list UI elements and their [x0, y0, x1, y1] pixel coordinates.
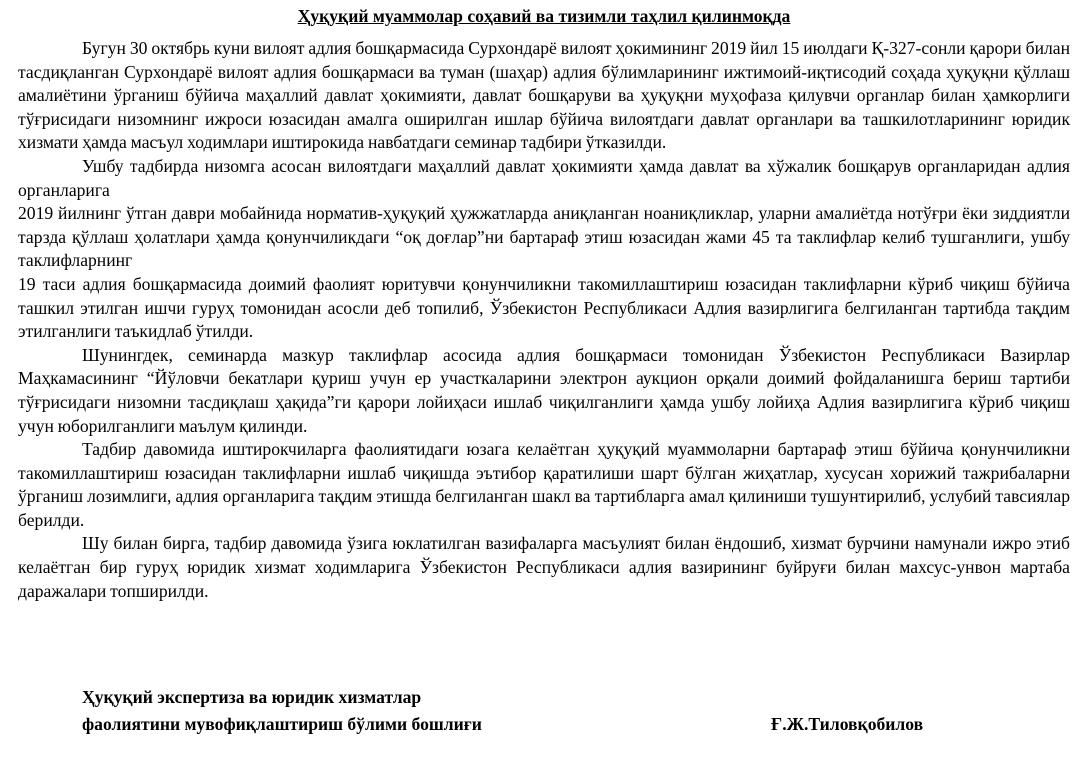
paragraph-draft-resolution: Шунингдек, семинарда мазкур таклифлар асосида адлия бошқармаси томонидан Ўзбекистон Республикаси Вазирлар Маҳкамасининг “Йўловчи бекатлари қуриш учун ер участкаларини электрон аукцион орқали доимий фойдаланишга бериш тартиби тўғрисидаги низомни тасдиқлаш ҳақида”ги қарори лойиҳаси ишлаб чиқилганлиги ҳамда ушбу лойиҳа Адлия вазирлигига кўриб чиқиш учун юборилганлиги маълум қилинди.	[18, 344, 1070, 436]
document-page	[18, 4, 1070, 603]
paragraph-intro: Бугун 30 октябрь куни вилоят адлия бошқармасида Сурхондарё вилоят ҳокимининг 2019 йил 15 июлдаги Қ-327-сонли қарори билан тасдиқланган Сурхондарё вилоят адлия бошқармаси ва туман (шаҳар) адлия бўлимларининг ижтимоий-иқтисодий соҳада ҳуқуқни қўллаш амалиётини ўрганиш бўйича маҳаллий давлат ҳокимияти, давлат бошқаруви ва ҳуқуқни муҳофаза қилувчи органлар билан ҳамкорлиги тўғрисидаги низомнинг ижроси юзасидан амалга оширилган ишлар бўйича вилоятдаги давлат органлари ва ташкилотларининг юридик хизмати ҳамда масъул ходимлари иштирокида навбатдаги семинар тадбири ўтказилди.	[18, 38, 1070, 153]
signature-block	[82, 684, 962, 738]
paragraph-awards: Шу билан бирга, тадбир давомида ўзига юклатилган вазифаларга масъулият билан ёндошиб, хизмат бурчини намунали ижро этиб келаётган бир гуруҳ юридик хизмат ходимларига Ўзбекистон Республикаси адлия вазирининг буйруғи билан махсус-унвон мартаба даражалари топширилди.	[18, 533, 1070, 601]
document-title: Ҳуқуқий муаммолар соҳавий ва тизимли таҳлил қилинмоқда	[297, 6, 791, 26]
paragraph-proposals-accepted: 19 таси адлия бошқармасида доимий фаолият юритувчи қонунчиликни такомиллаштириш юзасидан таклифларни кўриб чиқиш бўйича ташкил этилган ишчи гуруҳ томонидан асосли деб топилиб, Ўзбекистон Республикаси Адлия вазирлигига белгиланган тартибда тақдим этилганлиги таъкидлаб ўтилди.	[18, 273, 1070, 342]
signature-position-line1: Ҳуқуқий экспертиза ва юридик хизматлар	[82, 687, 422, 707]
paragraph-proposals-intro: Ушбу тадбирда низомга асосан вилоятдаги маҳаллий давлат ҳокимияти ҳамда давлат ва хўжалик бошқарув органларидан адлия органларига	[18, 155, 1070, 200]
signature-position-line2: фаолиятини мувофиқлаштириш бўлими бошлиғи	[82, 714, 482, 734]
paragraph-proposals-count: 2019 йилнинг ўтган даври мобайнида норматив-ҳуқуқий ҳужжатларда аниқланган ноаниқликлар, уларни амалиётда нотўғри ёки зиддиятли тарзда қўллаш ҳолатлари ҳамда қонунчиликдаги “оқ доғлар”ни бартараф этиш юзасидан жами 45 та таклифлар келиб тушганлиги, ушбу таклифларнинг	[18, 203, 1070, 271]
paragraph-guidance: Тадбир давомида иштирокчиларга фаолиятидаги юзага келаётган ҳуқуқий муаммоларни бартараф этиш бўйича қонунчиликни такомиллаштириш юзасидан таклифларни ишлаб чиқишда эътибор қаратилиши шарт бўлган жиҳатлар, хусусан хорижий тажрибаларни ўрганиш лозимлиги, адлия органларига тақдим этишда белгиланган шакл ва тартибларга амал қилиниши тушунтирилиб, услубий тавсиялар берилди.	[18, 439, 1070, 530]
signature-name: Ғ.Ж.Тиловқобилов	[771, 714, 924, 734]
